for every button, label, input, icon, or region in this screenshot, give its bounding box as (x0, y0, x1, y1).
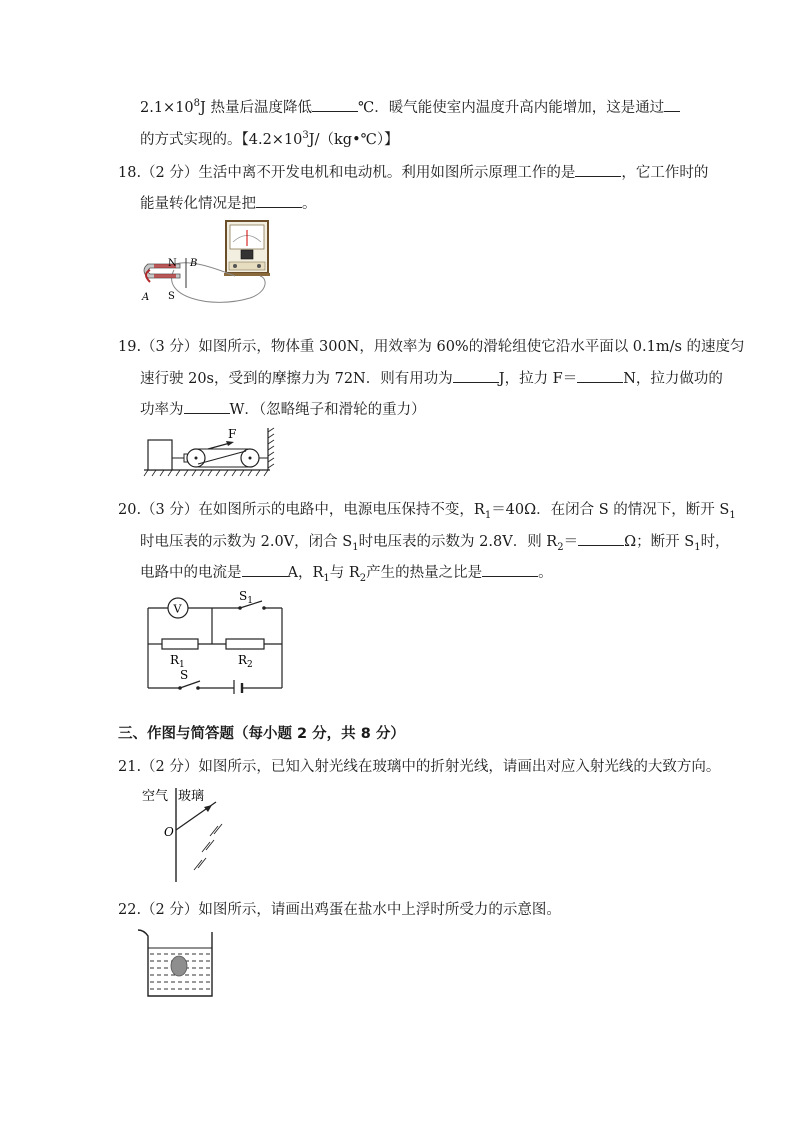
q20-sub: 1 (352, 541, 359, 553)
q20-line-3 (140, 562, 553, 583)
q18-line-2 (140, 193, 317, 214)
q20-text: 与 R (329, 565, 360, 581)
q20-sub: 1 (323, 572, 330, 584)
generator-figure (140, 218, 275, 310)
q17-text: ℃．暖气能使室内温度升高内能增加，这是通过 (357, 100, 665, 116)
q20-text: ＝40Ω．在闭合 S 的情况下，断开 S (491, 502, 730, 518)
q18-text: 能量转化情况是把 (140, 196, 256, 212)
q20-text: 电路中的电流是 (140, 565, 242, 581)
q20-sub: 1 (484, 509, 492, 521)
answer-blank[interactable] (256, 193, 302, 208)
q17-sup: 3 (302, 130, 309, 142)
voltmeter-label: V (173, 602, 182, 616)
beaker-figure (136, 926, 220, 1000)
q20-text: 时电压表的示数为 2.8V．则 R (358, 534, 558, 550)
answer-blank[interactable] (577, 368, 623, 383)
point-o-label: O (164, 825, 174, 839)
answer-blank[interactable] (575, 162, 621, 177)
answer-blank[interactable] (578, 531, 624, 546)
q20-text: 时， (700, 534, 730, 550)
q18-text: 18.（2 分）生活中离不开发电机和电动机。利用如图所示原理工作的是 (118, 165, 576, 181)
q19-line-1 (118, 337, 745, 357)
glass-hatch (194, 824, 222, 870)
q20-text: A，R (287, 565, 324, 581)
south-pole-label: S (168, 291, 175, 302)
switch-s-label: S (180, 668, 189, 682)
q19-line-3 (140, 399, 426, 420)
q17-text: J 热量后温度降低 (200, 100, 312, 116)
answer-blank[interactable] (184, 399, 230, 414)
north-pole-label: N (168, 258, 177, 269)
q17-text: 2.1×10 (140, 100, 194, 116)
air-label: 空气 (142, 789, 169, 804)
q20-line-2 (140, 531, 730, 552)
section-3-heading: 三、作图与简答题（每小题 2 分，共 8 分） (118, 726, 405, 742)
q20-text: ＝ (563, 534, 579, 550)
egg-icon (171, 956, 187, 976)
q18-text: 。 (302, 196, 317, 212)
resistor-r2-label: $R_2$ (238, 653, 253, 670)
q18-text: ，它工作时的 (621, 165, 709, 181)
q17-line-1 (140, 97, 680, 118)
refraction-figure (140, 784, 230, 884)
q20-sub: 1 (729, 509, 736, 521)
q20-text: 产生的热量之比是 (366, 565, 483, 581)
pulley-figure (140, 424, 282, 480)
q21-text: 21.（2 分）如图所示，已知入射光线在玻璃中的折射光线，请画出对应入射光线的大致方向。 (118, 759, 721, 775)
answer-blank[interactable] (482, 562, 538, 577)
circuit-figure (140, 588, 290, 694)
q19-text: 功率为 (140, 402, 184, 418)
q20-text: 。 (538, 565, 553, 581)
point-a-label: A (142, 292, 150, 303)
q19-text: J，拉力 F＝ (498, 371, 578, 387)
point-b-label: B (190, 258, 198, 269)
q22-line-1 (118, 900, 561, 920)
q19-text: W．（忽略绳子和滑轮的重力） (229, 402, 426, 418)
q20-text: Ω；断开 S (624, 534, 695, 550)
answer-blank[interactable] (453, 368, 499, 383)
q18-line-1 (118, 162, 708, 183)
answer-blank[interactable] (312, 97, 358, 112)
switch-s1-label: $S_1$ (239, 589, 253, 606)
ray-arrow-icon (204, 805, 212, 812)
q19-text: 19.（3 分）如图所示，物体重 300N，用效率为 60%的滑轮组使它沿水平面以 0.1m/s 的速度匀 (118, 339, 745, 355)
answer-blank[interactable] (664, 97, 680, 112)
q17-text: J/（kg•℃）】 (308, 132, 399, 148)
resistor-r2-icon (226, 639, 264, 649)
q17-text: 的方式实现的。【4.2×10 (140, 132, 303, 148)
block-icon (148, 440, 172, 470)
q21-line-1 (118, 757, 720, 777)
glass-label: 玻璃 (178, 789, 205, 804)
q19-text: 速行驶 20s，受到的摩擦力为 72N．则有用功为 (140, 371, 453, 387)
q20-text: 时电压表的示数为 2.0V，闭合 S (140, 534, 353, 550)
q20-sub: 1 (694, 541, 701, 553)
answer-blank[interactable] (242, 562, 288, 577)
q20-text: 20.（3 分）在如图所示的电路中，电源电压保持不变，R (118, 502, 485, 518)
force-arrow-icon (226, 441, 234, 446)
q17-line-2 (140, 130, 399, 150)
q17-sup: 8 (193, 98, 201, 110)
q20-sub: 2 (359, 572, 367, 584)
force-label: F (228, 427, 237, 441)
resistor-r1-label: $R_1$ (170, 653, 185, 670)
q20-line-1 (118, 500, 736, 520)
q19-line-2 (140, 368, 723, 389)
q22-text: 22.（2 分）如图所示，请画出鸡蛋在盐水中上浮时所受力的示意图。 (118, 902, 561, 918)
q19-text: N，拉力做功的 (623, 371, 723, 387)
q20-sub: 2 (557, 541, 564, 553)
resistor-r1-icon (162, 639, 198, 649)
